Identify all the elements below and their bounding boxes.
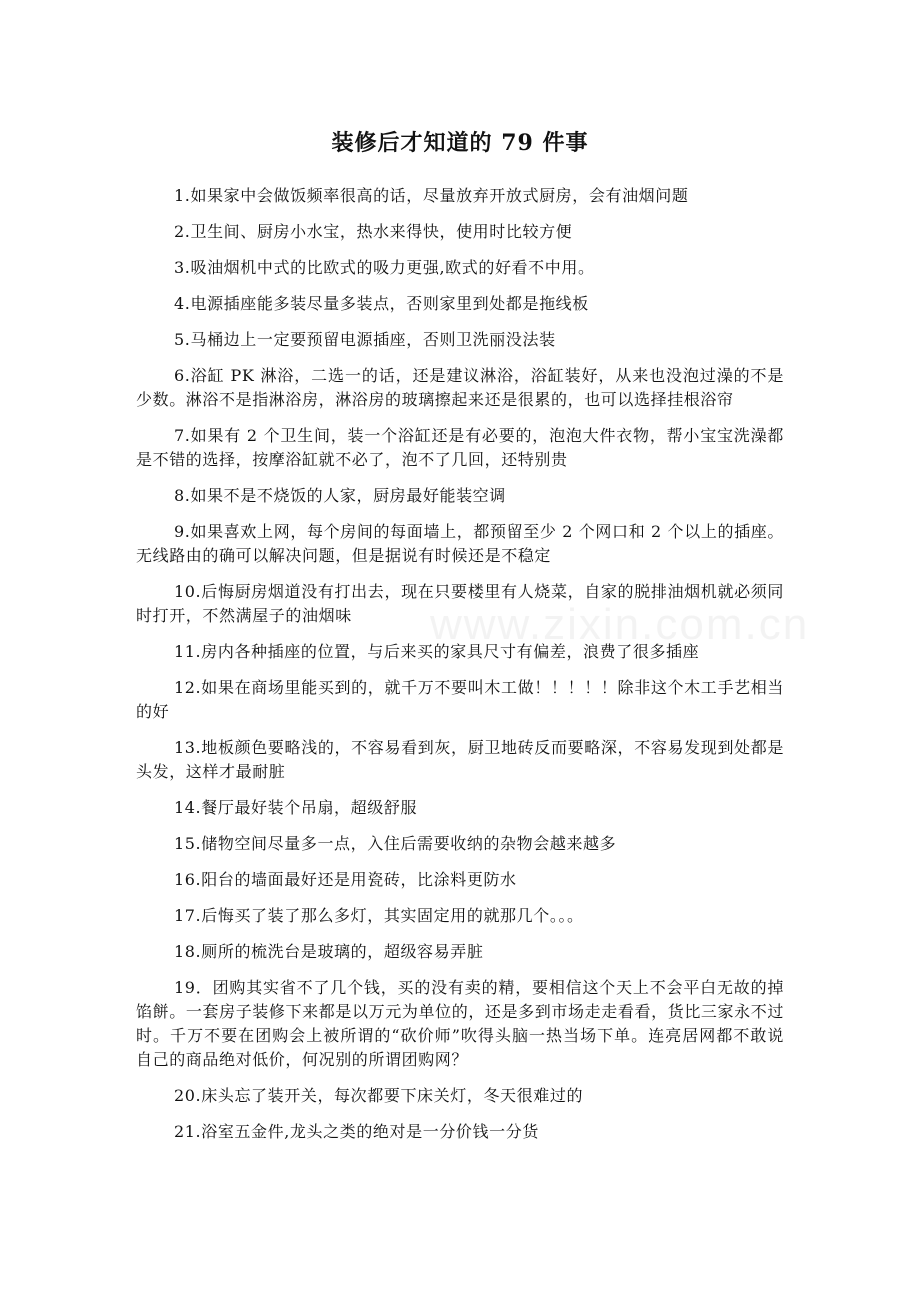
list-item: 16.阳台的墙面最好还是用瓷砖，比涂料更防水 bbox=[174, 870, 517, 889]
list-item: 3.吸油烟机中式的比欧式的吸力更强,欧式的好看不中用。 bbox=[174, 258, 595, 277]
list-item: 18.厕所的梳洗台是玻璃的，超级容易弄脏 bbox=[174, 942, 484, 961]
list-item: 4.电源插座能多装尽量多装点，否则家里到处都是拖线板 bbox=[174, 294, 589, 313]
item-list bbox=[136, 184, 784, 1144]
list-item: 21.浴室五金件,龙头之类的绝对是一分价钱一分货 bbox=[174, 1122, 539, 1141]
list-item: 6.浴缸 PK 淋浴，二选一的话，还是建议淋浴，浴缸装好，从来也没泡过澡的不是少数。淋浴不是指淋浴房，淋浴房的玻璃擦起来还是很累的，也可以选择挂根浴帘 bbox=[136, 366, 784, 409]
list-item: 15.储物空间尽量多一点，入住后需要收纳的杂物会越来越多 bbox=[174, 834, 617, 853]
list-item: 7.如果有 2 个卫生间，装一个浴缸还是有必要的，泡泡大件衣物，帮小宝宝洗澡都是不错的选择，按摩浴缸就不必了，泡不了几回，还特别贵 bbox=[136, 426, 784, 469]
list-item: 13.地板颜色要略浅的，不容易看到灰，厨卫地砖反而要略深，不容易发现到处都是头发，这样才最耐脏 bbox=[136, 738, 784, 781]
list-item: 10.后悔厨房烟道没有打出去，现在只要楼里有人烧菜，自家的脱排油烟机就必须同时打开，不然满屋子的油烟味 bbox=[136, 582, 784, 625]
list-item: 17.后悔买了装了那么多灯，其实固定用的就那几个。。。 bbox=[174, 906, 584, 925]
list-item: 12.如果在商场里能买到的，就千万不要叫木工做！！！！！除非这个木工手艺相当的好 bbox=[136, 678, 784, 721]
document-title: 装修后才知道的 79 件事 bbox=[331, 130, 589, 156]
list-item: 11.房内各种插座的位置，与后来买的家具尺寸有偏差，浪费了很多插座 bbox=[174, 642, 700, 661]
list-item: 20.床头忘了装开关，每次都要下床关灯，冬天很难过的 bbox=[174, 1086, 584, 1105]
list-item: 14.餐厅最好装个吊扇，超级舒服 bbox=[174, 798, 418, 817]
watermark: www.zixin.com.cn bbox=[430, 600, 810, 649]
list-item: 5.马桶边上一定要预留电源插座，否则卫洗丽没法装 bbox=[174, 330, 556, 349]
list-item: 19．团购其实省不了几个钱，买的没有卖的精，要相信这个天上不会平白无故的掉馅餅。一套房子装修下来都是以万元为单位的，还是多到市场走走看看，货比三家永不过时。千万不要在团购会上被所谓的“砍价师”吹得头脑一热当场下单。连亮居网都不敢说自己的商品绝对低价，何况别的所谓团购网？ bbox=[136, 978, 784, 1069]
list-item: 2.卫生间、厨房小水宝，热水来得快，使用时比较方便 bbox=[174, 222, 573, 241]
list-item: 8.如果不是不烧饭的人家，厨房最好能装空调 bbox=[174, 486, 506, 505]
list-item: 1.如果家中会做饭频率很高的话，尽量放弃开放式厨房，会有油烟问题 bbox=[174, 186, 689, 205]
list-item: 9.如果喜欢上网，每个房间的每面墙上，都预留至少 2 个网口和 2 个以上的插座。无线路由的确可以解决问题，但是据说有时候还是不稳定 bbox=[136, 522, 784, 565]
